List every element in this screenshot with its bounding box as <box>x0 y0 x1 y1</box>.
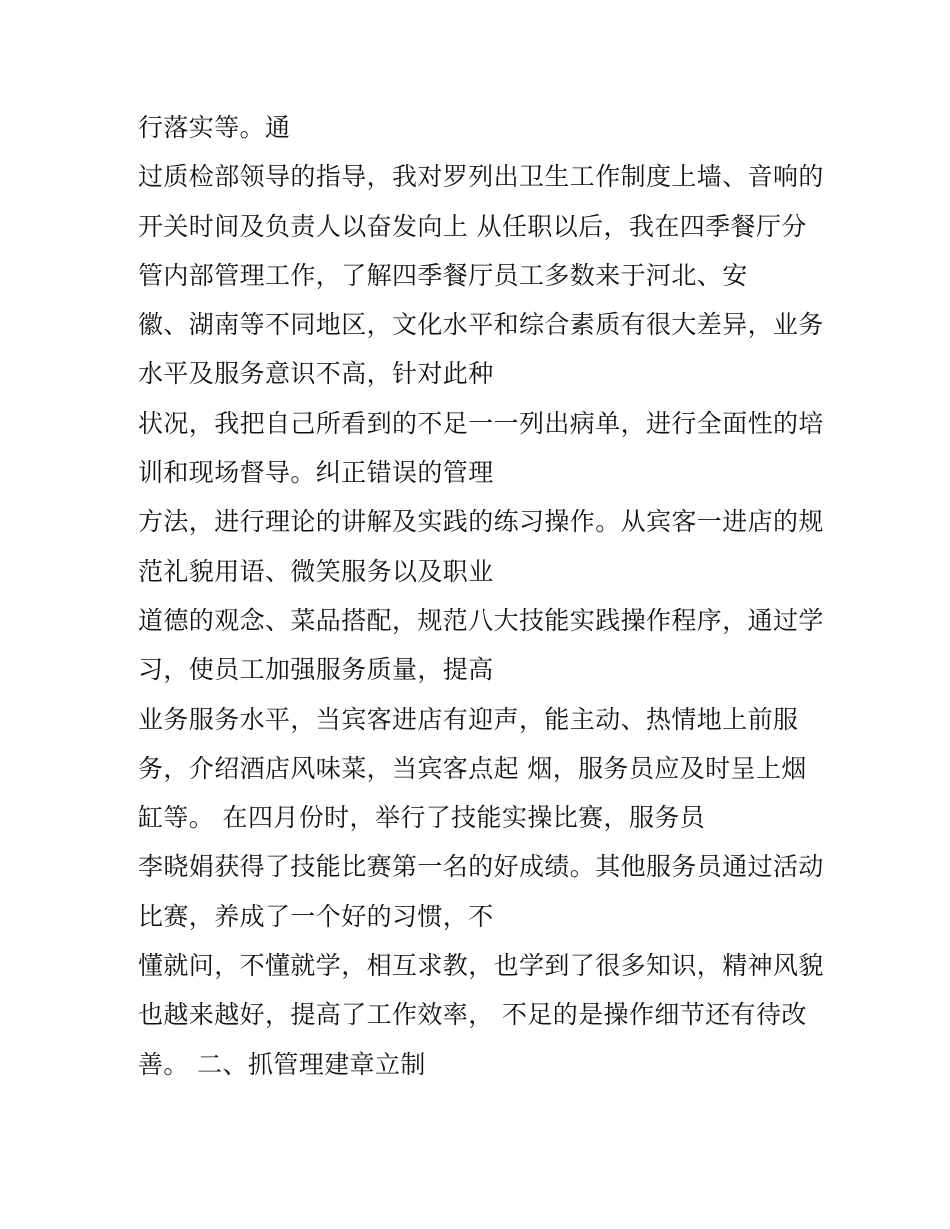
text-line: 习，使员工加强服务质量，提高 <box>138 655 494 685</box>
text-line: 过质检部领导的指导，我对罗列出卫生工作制度上墙、音响的 <box>138 162 824 192</box>
text-line: 懂就问，不懂就学，相互求教，也学到了很多知识，精神风貌 <box>138 951 824 981</box>
text-line: 水平及服务意识不高，针对此种 <box>138 359 494 389</box>
text-line: 也越来越好，提高了工作效率， 不足的是操作细节还有待改 <box>138 1000 807 1030</box>
text-line: 开关时间及负责人以奋发向上 从任职以后，我在四季餐厅分 <box>138 211 807 241</box>
text-line: 状况，我把自己所看到的不足一一列出病单，进行全面性的培 <box>138 408 824 438</box>
text-line: 务，介绍酒店风味菜，当宾客点起 烟，服务员应及时呈上烟 <box>138 753 807 783</box>
text-line: 训和现场督导。纠正错误的管理 <box>138 458 494 488</box>
text-line: 比赛，养成了一个好的习惯，不 <box>138 901 494 931</box>
text-line: 管内部管理工作，了解四季餐厅员工多数来于河北、安 <box>138 260 748 290</box>
text-line: 道德的观念、菜品搭配，规范八大技能实践操作程序，通过学 <box>138 605 824 635</box>
text-line: 业务服务水平，当宾客进店有迎声，能主动、热情地上前服 <box>138 704 799 734</box>
text-line: 方法，进行理论的讲解及实践的练习操作。从宾客一进店的规 <box>138 507 824 537</box>
body-text <box>138 108 838 1094</box>
text-line: 范礼貌用语、微笑服务以及职业 <box>138 556 494 586</box>
text-line: 李晓娟获得了技能比赛第一名的好成绩。其他服务员通过活动 <box>138 852 824 882</box>
text-line: 善。 二、抓管理建章立制 <box>138 1049 426 1079</box>
text-line: 徽、湖南等不同地区，文化水平和综合素质有很大差异，业务 <box>138 310 824 340</box>
text-line: 缸等。 在四月份时，举行了技能实操比赛，服务员 <box>138 803 706 833</box>
text-line: 行落实等。通 <box>138 113 291 142</box>
